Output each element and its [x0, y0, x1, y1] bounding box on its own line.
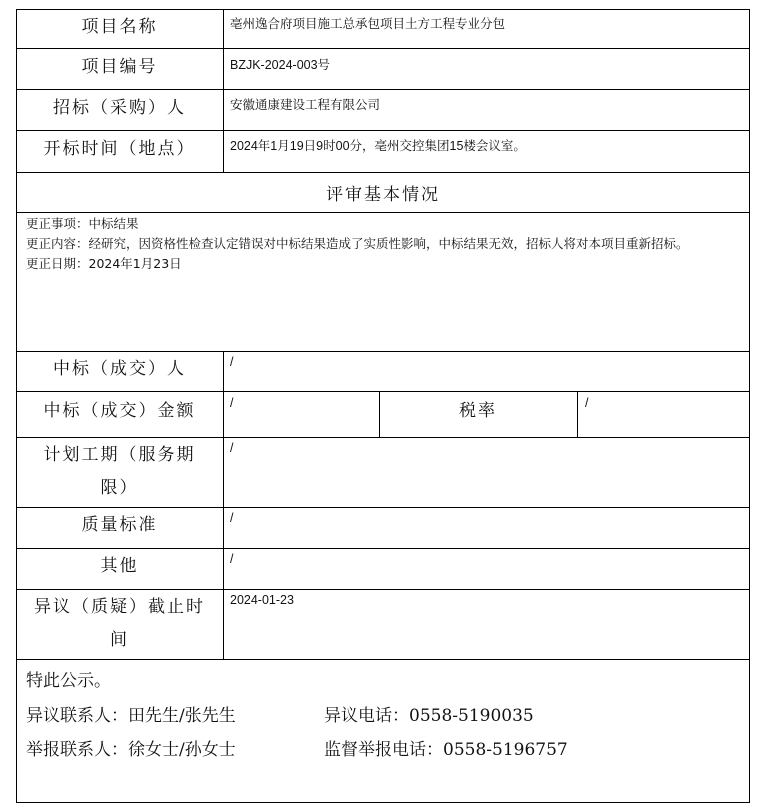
row-divider	[16, 48, 750, 49]
opening-time-label: 开标时间（地点）	[43, 139, 196, 159]
correction-date: 更正日期：2024年1月23日	[26, 256, 182, 271]
announcement-note: 特此公示。	[26, 671, 111, 691]
row-divider	[16, 172, 750, 173]
period-label-line2: 限）	[100, 478, 139, 498]
winner-label: 中标（成交）人	[53, 359, 186, 379]
objection-deadline-label-line2: 间	[110, 630, 129, 650]
tenderer-label: 招标（采购）人	[53, 98, 186, 118]
row-divider	[16, 130, 750, 131]
amount-label: 中标（成交）金额	[43, 401, 196, 421]
other-label: 其他	[100, 556, 139, 576]
column-divider	[577, 391, 578, 438]
other-value: /	[230, 552, 234, 566]
review-section-title: 评审基本情况	[326, 185, 440, 205]
objection-deadline-label-line1: 异议（质疑）截止时	[34, 597, 205, 617]
tax-label: 税率	[459, 401, 497, 421]
tax-value: /	[585, 396, 589, 410]
quality-label: 质量标准	[81, 515, 158, 535]
correction-item: 更正事项：中标结果	[26, 216, 139, 231]
project-number-label: 项目编号	[81, 57, 158, 77]
report-contact: 举报联系人：徐女士/孙女士	[26, 740, 236, 760]
project-number-value: BZJK-2024-003号	[230, 58, 331, 72]
correction-content: 更正内容：经研究，因资格性检查认定错误对中标结果造成了实质性影响，中标结果无效，招标人将对本项目重新招标。	[26, 236, 689, 251]
column-divider	[223, 9, 224, 173]
amount-value: /	[230, 396, 234, 410]
winner-value: /	[230, 355, 234, 369]
objection-phone: 异议电话：0558-5190035	[324, 706, 534, 726]
objection-contact: 异议联系人：田先生/张先生	[26, 706, 236, 726]
period-value: /	[230, 441, 234, 455]
project-name-value: 亳州逸合府项目施工总承包项目土方工程专业分包	[230, 17, 506, 31]
column-divider	[223, 351, 224, 660]
period-label-line1: 计划工期（服务期	[43, 445, 196, 465]
objection-deadline-value: 2024-01-23	[230, 593, 294, 607]
tenderer-value: 安徽通康建设工程有限公司	[230, 98, 381, 112]
row-divider	[16, 659, 750, 660]
quality-value: /	[230, 511, 234, 525]
report-phone: 监督举报电话：0558-5196757	[324, 740, 568, 760]
project-name-label: 项目名称	[81, 17, 158, 37]
row-divider	[16, 212, 750, 213]
row-divider	[16, 391, 750, 392]
opening-time-value: 2024年1月19日9时00分，亳州交控集团15楼会议室。	[230, 139, 526, 153]
row-divider	[16, 89, 750, 90]
